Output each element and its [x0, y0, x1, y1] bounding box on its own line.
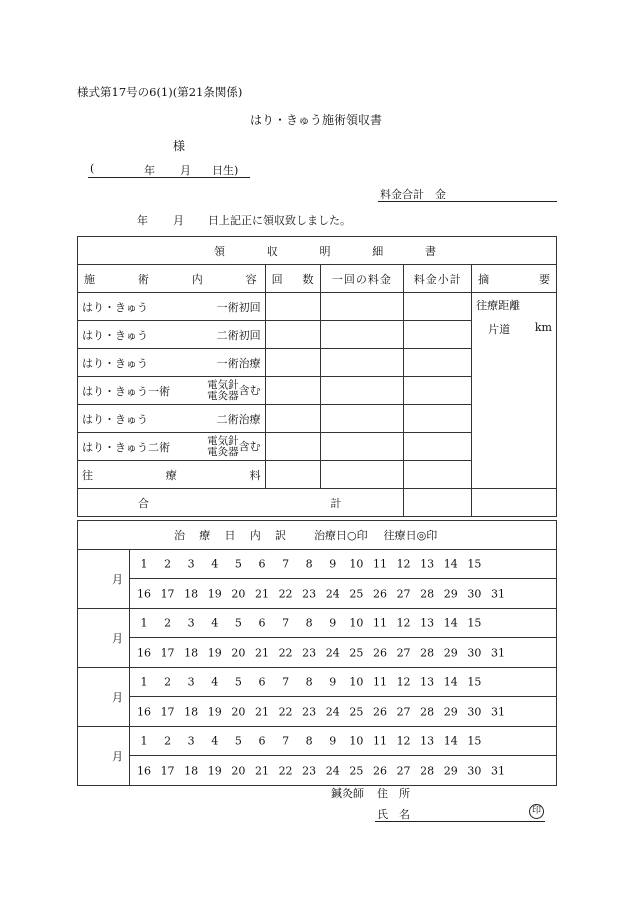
- day-number[interactable]: 19: [207, 764, 222, 777]
- day-number[interactable]: 12: [396, 734, 411, 748]
- header-remarks-char: 摘: [478, 272, 490, 286]
- birth-underline: [88, 177, 250, 178]
- days-row-second-half: [129, 697, 556, 727]
- day-number[interactable]: 21: [254, 705, 269, 718]
- remarks-cell[interactable]: [472, 293, 557, 489]
- subtotal-cell[interactable]: [404, 377, 472, 405]
- unit-fee-cell[interactable]: [320, 433, 404, 461]
- remarks-km: km: [534, 321, 552, 334]
- detail-title-char: 書: [425, 244, 436, 258]
- day-number[interactable]: 5: [234, 734, 242, 748]
- day-number[interactable]: 17: [160, 646, 175, 659]
- day-number[interactable]: 30: [467, 587, 482, 600]
- day-number[interactable]: 25: [349, 646, 364, 659]
- service-row: [78, 461, 266, 489]
- subtotal-cell[interactable]: [404, 293, 472, 321]
- day-number[interactable]: 22: [278, 646, 293, 659]
- month-cell[interactable]: [78, 609, 130, 668]
- day-number[interactable]: 1: [140, 734, 148, 748]
- month-cell[interactable]: [78, 668, 130, 727]
- subtotal-cell[interactable]: [404, 433, 472, 461]
- service-row: [78, 349, 266, 377]
- service-type: 一術初回: [216, 300, 261, 314]
- day-number[interactable]: 20: [231, 764, 246, 777]
- day-number[interactable]: 17: [160, 764, 175, 777]
- receipt-year: 年: [137, 214, 148, 227]
- count-cell[interactable]: [265, 433, 320, 461]
- treatment-title-char: 訳: [275, 529, 286, 542]
- total-remarks-cell[interactable]: [472, 489, 557, 517]
- day-number[interactable]: 5: [234, 675, 242, 689]
- remarks-distance: 往療距離: [476, 299, 521, 312]
- day-number[interactable]: 29: [443, 705, 458, 718]
- honorific: 様: [173, 139, 186, 153]
- day-number[interactable]: 27: [396, 764, 411, 777]
- day-number[interactable]: 26: [372, 764, 387, 777]
- day-number[interactable]: 15: [467, 557, 482, 571]
- birth-month: 月: [180, 164, 191, 177]
- day-number[interactable]: 17: [160, 705, 175, 718]
- detail-title-char: 収: [266, 244, 278, 258]
- header-unit-fee: 一回の料金: [320, 265, 404, 293]
- treatment-days-table: [77, 520, 557, 786]
- day-number[interactable]: 16: [136, 705, 151, 718]
- day-number[interactable]: 13: [420, 675, 435, 689]
- unit-fee-cell[interactable]: [320, 321, 404, 349]
- month-cell[interactable]: [78, 550, 130, 609]
- day-number[interactable]: 9: [329, 734, 337, 748]
- detail-title-cell: [78, 237, 557, 265]
- day-number[interactable]: 2: [164, 734, 172, 748]
- day-number[interactable]: 30: [467, 764, 482, 777]
- count-cell[interactable]: [265, 405, 320, 433]
- subtotal-cell[interactable]: [404, 321, 472, 349]
- day-number[interactable]: 13: [420, 616, 435, 630]
- day-number[interactable]: 27: [396, 587, 411, 600]
- day-number[interactable]: 25: [349, 705, 364, 718]
- day-number[interactable]: 14: [443, 734, 458, 748]
- subtotal-cell[interactable]: [404, 349, 472, 377]
- unit-fee-cell[interactable]: [320, 349, 404, 377]
- day-number[interactable]: 4: [211, 734, 219, 748]
- day-number[interactable]: 8: [305, 557, 313, 571]
- day-number[interactable]: 8: [305, 734, 313, 748]
- stack-electric-needle: 電気針: [207, 378, 239, 391]
- day-number[interactable]: 1: [140, 675, 148, 689]
- day-number[interactable]: 23: [302, 764, 317, 777]
- document-title: はり・きゅう施術領収書: [250, 113, 383, 127]
- day-number[interactable]: 6: [258, 557, 266, 571]
- day-number[interactable]: 3: [187, 675, 195, 689]
- count-cell[interactable]: [265, 349, 320, 377]
- receipt-statement: 日上記正に領収致しました。: [208, 214, 351, 227]
- day-number[interactable]: 11: [372, 675, 387, 689]
- day-number[interactable]: 5: [234, 616, 242, 630]
- header-subtotal: 料金小計: [404, 265, 472, 293]
- day-number[interactable]: 1: [140, 557, 148, 571]
- service-row: [78, 405, 266, 433]
- day-number[interactable]: 7: [282, 675, 290, 689]
- day-number[interactable]: 24: [325, 705, 340, 718]
- stack-tail: 含む: [238, 383, 261, 397]
- service-name: はり・きゅう二術: [82, 440, 170, 454]
- day-number[interactable]: 6: [258, 675, 266, 689]
- day-number[interactable]: 24: [325, 646, 340, 659]
- day-number[interactable]: 22: [278, 705, 293, 718]
- day-number[interactable]: 12: [396, 675, 411, 689]
- day-number[interactable]: 4: [211, 616, 219, 630]
- days-row-first-half: [129, 550, 556, 579]
- day-number[interactable]: 28: [420, 587, 435, 600]
- name-label: 氏 名: [377, 808, 410, 821]
- day-number[interactable]: 24: [325, 587, 340, 600]
- total-char: 計: [330, 496, 342, 510]
- service-type: 一術治療: [216, 356, 261, 370]
- day-number[interactable]: 24: [325, 764, 340, 777]
- day-number[interactable]: 22: [278, 587, 293, 600]
- detail-title-char: 細: [372, 244, 384, 258]
- days-row-second-half: [129, 638, 556, 668]
- day-number[interactable]: 7: [282, 734, 290, 748]
- day-number[interactable]: 10: [349, 557, 364, 571]
- day-number[interactable]: 6: [258, 734, 266, 748]
- detail-title-char: 領: [214, 244, 225, 258]
- stack-electric-needle: 電気針: [207, 434, 239, 447]
- day-number[interactable]: 16: [136, 587, 151, 600]
- day-number[interactable]: 9: [329, 557, 337, 571]
- day-number[interactable]: 23: [302, 705, 317, 718]
- day-number[interactable]: 28: [420, 705, 435, 718]
- day-number[interactable]: 18: [184, 705, 199, 718]
- treatment-title-char: 療: [199, 529, 211, 542]
- day-number[interactable]: 13: [420, 734, 435, 748]
- day-number[interactable]: 4: [211, 675, 219, 689]
- service-type: 二術治療: [216, 412, 261, 426]
- day-number[interactable]: 26: [372, 646, 387, 659]
- day-number[interactable]: 8: [305, 675, 313, 689]
- days-row-first-half: [129, 668, 556, 697]
- days-row-first-half: [129, 609, 556, 638]
- day-number[interactable]: 19: [207, 587, 222, 600]
- day-number[interactable]: 18: [184, 646, 199, 659]
- count-cell[interactable]: [265, 377, 320, 405]
- service-row: [78, 433, 266, 461]
- remarks-oneway: 片道: [488, 323, 511, 336]
- day-number[interactable]: 26: [372, 705, 387, 718]
- day-number[interactable]: 21: [254, 587, 269, 600]
- month-label: 月: [111, 691, 123, 704]
- day-number[interactable]: 11: [372, 557, 387, 571]
- service-name: はり・きゅう一術: [82, 384, 170, 398]
- day-number[interactable]: 5: [234, 557, 242, 571]
- birth-day: 日生): [212, 164, 239, 177]
- day-number[interactable]: 10: [349, 675, 364, 689]
- seal-mark: 印: [529, 804, 544, 819]
- total-value-cell[interactable]: [404, 489, 472, 517]
- day-number[interactable]: 3: [187, 557, 195, 571]
- unit-fee-cell[interactable]: [320, 461, 404, 489]
- day-number[interactable]: 1: [140, 616, 148, 630]
- day-number[interactable]: 16: [136, 646, 151, 659]
- day-number[interactable]: 7: [282, 616, 290, 630]
- day-number[interactable]: 31: [490, 764, 505, 777]
- month-label: 月: [111, 750, 123, 763]
- day-number[interactable]: 25: [349, 764, 364, 777]
- day-number[interactable]: 2: [164, 557, 172, 571]
- day-number[interactable]: 18: [184, 587, 199, 600]
- total-char: 合: [138, 496, 149, 510]
- detail-title-char: 明: [319, 244, 331, 258]
- day-number[interactable]: 13: [420, 557, 435, 571]
- visit-fee-char: 往: [82, 468, 93, 482]
- stack-electric-moxa: 電灸器: [207, 445, 239, 458]
- day-number[interactable]: 20: [231, 646, 246, 659]
- day-number[interactable]: 20: [231, 587, 246, 600]
- days-row-first-half: [129, 727, 556, 756]
- service-name: はり・きゅう: [82, 412, 148, 426]
- day-number[interactable]: 2: [164, 616, 172, 630]
- receipt-detail-table: [77, 236, 557, 517]
- header-content-char: 施: [84, 272, 95, 286]
- treatment-title-cell: [78, 521, 557, 550]
- count-cell[interactable]: [265, 293, 320, 321]
- visit-fee-char: 料: [249, 468, 261, 482]
- day-number[interactable]: 23: [302, 587, 317, 600]
- day-number[interactable]: 20: [231, 705, 246, 718]
- month-cell[interactable]: [78, 727, 130, 786]
- day-number[interactable]: 17: [160, 587, 175, 600]
- day-number[interactable]: 31: [490, 587, 505, 600]
- count-cell[interactable]: [265, 321, 320, 349]
- service-row: [78, 293, 266, 321]
- day-number[interactable]: 14: [443, 557, 458, 571]
- service-name: はり・きゅう: [82, 328, 148, 342]
- month-label: 月: [111, 573, 123, 586]
- legend-treatment-day: 治療日○印: [314, 529, 368, 542]
- unit-fee-cell[interactable]: [320, 405, 404, 433]
- header-content-char: 内: [191, 272, 203, 286]
- day-number[interactable]: 23: [302, 646, 317, 659]
- birth-year: 年: [144, 164, 155, 177]
- legend-visit-day: 往療日◎印: [383, 529, 438, 542]
- receipt-month: 月: [173, 214, 184, 227]
- day-number[interactable]: 29: [443, 646, 458, 659]
- day-number[interactable]: 27: [396, 705, 411, 718]
- subtotal-cell[interactable]: [404, 461, 472, 489]
- service-name: はり・きゅう: [82, 356, 148, 370]
- day-number[interactable]: 12: [396, 557, 411, 571]
- day-number[interactable]: 14: [443, 675, 458, 689]
- header-count: [265, 265, 320, 293]
- count-cell[interactable]: [265, 461, 320, 489]
- day-number[interactable]: 18: [184, 764, 199, 777]
- day-number[interactable]: 21: [254, 646, 269, 659]
- month-label: 月: [111, 632, 123, 645]
- form-number: 様式第17号の6(1)(第21条関係): [77, 85, 243, 99]
- stack-tail: 含む: [238, 439, 261, 453]
- treatment-title-char: 日: [224, 529, 236, 542]
- day-number[interactable]: 9: [329, 616, 337, 630]
- visit-fee-char: 療: [165, 468, 177, 482]
- day-number[interactable]: 29: [443, 587, 458, 600]
- day-number[interactable]: 16: [136, 764, 151, 777]
- birth-open: (: [90, 162, 95, 175]
- days-row-second-half: [129, 579, 556, 609]
- service-row: [78, 377, 266, 405]
- day-number[interactable]: 19: [207, 646, 222, 659]
- day-number[interactable]: 15: [467, 675, 482, 689]
- treatment-title-char: 内: [249, 529, 261, 542]
- unit-fee-cell[interactable]: [320, 293, 404, 321]
- day-number[interactable]: 29: [443, 764, 458, 777]
- address-label: 住 所: [377, 787, 410, 800]
- header-remarks-char: 要: [539, 272, 550, 286]
- day-number[interactable]: 4: [211, 557, 219, 571]
- day-number[interactable]: 22: [278, 764, 293, 777]
- day-number[interactable]: 11: [372, 616, 387, 630]
- day-number[interactable]: 15: [467, 616, 482, 630]
- total-amount-underline: [378, 201, 557, 202]
- day-number[interactable]: 31: [490, 646, 505, 659]
- header-content: [78, 265, 266, 293]
- day-number[interactable]: 2: [164, 675, 172, 689]
- day-number[interactable]: 7: [282, 557, 290, 571]
- header-remarks: [472, 265, 557, 293]
- day-number[interactable]: 31: [490, 705, 505, 718]
- header-count-char: 回: [271, 272, 283, 286]
- day-number[interactable]: 3: [187, 734, 195, 748]
- day-number[interactable]: 27: [396, 646, 411, 659]
- total-row-label: [78, 489, 404, 517]
- day-number[interactable]: 28: [420, 764, 435, 777]
- header-content-char: 術: [137, 272, 149, 286]
- day-number[interactable]: 21: [254, 764, 269, 777]
- service-name: はり・きゅう: [82, 300, 148, 314]
- practitioner-label: 鍼灸師: [331, 787, 364, 800]
- day-number[interactable]: 19: [207, 705, 222, 718]
- days-row-second-half: [129, 756, 556, 786]
- day-number[interactable]: 9: [329, 675, 337, 689]
- day-number[interactable]: 30: [467, 646, 482, 659]
- total-amount-label: 料金合計 金: [380, 188, 446, 201]
- unit-fee-cell[interactable]: [320, 377, 404, 405]
- day-number[interactable]: 10: [349, 734, 364, 748]
- treatment-title-char: 治: [174, 529, 185, 542]
- day-number[interactable]: 14: [443, 616, 458, 630]
- day-number[interactable]: 15: [467, 734, 482, 748]
- day-number[interactable]: 12: [396, 616, 411, 630]
- day-number[interactable]: 10: [349, 616, 364, 630]
- service-type: 二術初回: [216, 328, 261, 342]
- day-number[interactable]: 30: [467, 705, 482, 718]
- day-number[interactable]: 8: [305, 616, 313, 630]
- day-number[interactable]: 6: [258, 616, 266, 630]
- day-number[interactable]: 26: [372, 587, 387, 600]
- day-number[interactable]: 11: [372, 734, 387, 748]
- service-row: [78, 321, 266, 349]
- stack-electric-moxa: 電灸器: [207, 389, 239, 402]
- header-count-char: 数: [302, 272, 314, 286]
- day-number[interactable]: 28: [420, 646, 435, 659]
- day-number[interactable]: 3: [187, 616, 195, 630]
- subtotal-cell[interactable]: [404, 405, 472, 433]
- name-underline: [375, 821, 545, 822]
- header-content-char: 容: [245, 272, 257, 286]
- day-number[interactable]: 25: [349, 587, 364, 600]
